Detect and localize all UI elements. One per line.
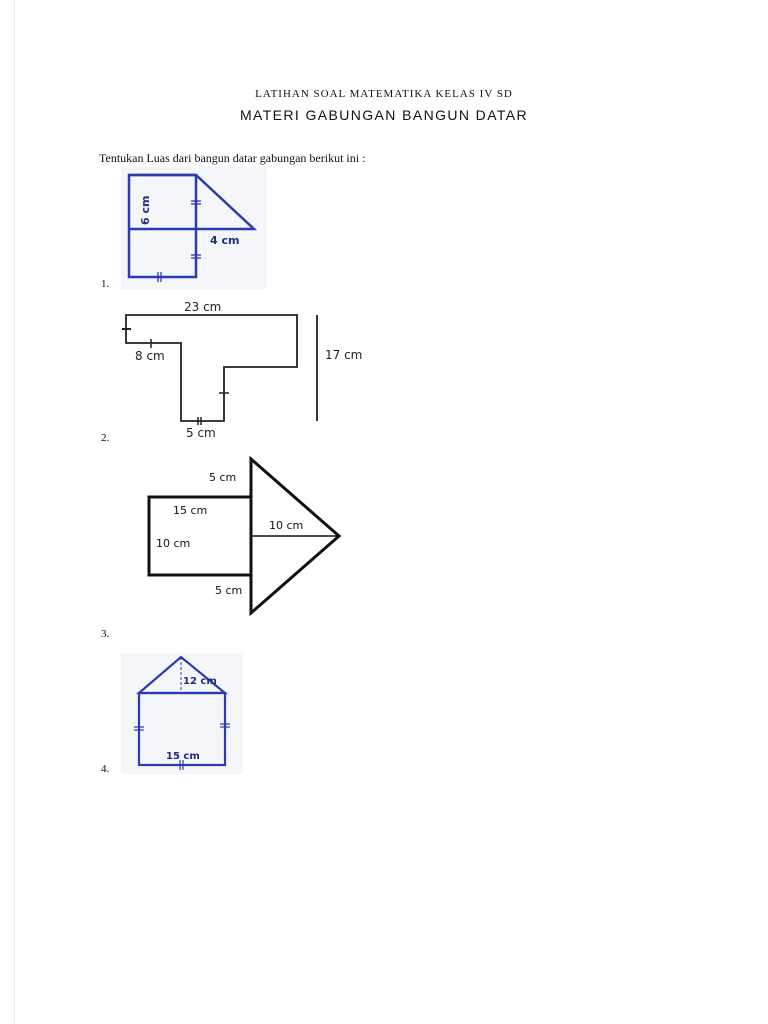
problem-2-left-label: 8 cm: [135, 349, 165, 363]
page-edge: [14, 0, 15, 1024]
instruction-text: Tentukan Luas dari bangun datar gabungan berikut ini :: [99, 151, 366, 165]
problem-4-number: 4.: [101, 763, 110, 775]
problem-3-triangle-mid-label: 10 cm: [269, 519, 304, 532]
problem-3-number: 3.: [101, 628, 110, 640]
problem-2-right-label: 17 cm: [325, 348, 363, 362]
problem-2-figure: [119, 297, 374, 439]
problem-2-shape: [126, 315, 297, 421]
problem-4-base-label: 15 cm: [166, 751, 200, 762]
problem-3-top-label: 5 cm: [209, 471, 237, 484]
problem-2-number: 2.: [101, 432, 110, 444]
problem-4-height-label: 12 cm: [183, 676, 217, 687]
problem-3-figure: [123, 454, 353, 640]
problem-4-figure: [121, 653, 243, 774]
problem-1-number: 1.: [101, 278, 110, 290]
worksheet-title: MATERI GABUNGAN BANGUN DATAR: [239, 107, 529, 123]
problem-1-figure: [121, 167, 267, 289]
problem-2-bottom-label: 5 cm: [186, 426, 216, 440]
problem-3-rect-left-label: 10 cm: [156, 537, 191, 550]
problem-1-width-label: 4 cm: [210, 234, 240, 247]
problem-2-top-label: 23 cm: [184, 300, 222, 314]
worksheet-subtitle: LATIHAN SOAL MATEMATIKA KELAS IV SD: [255, 88, 513, 100]
problem-1-height-label: 6 cm: [139, 195, 152, 225]
problem-3-rect-top-label: 15 cm: [173, 504, 208, 517]
problem-3-bottom-label: 5 cm: [215, 584, 243, 597]
